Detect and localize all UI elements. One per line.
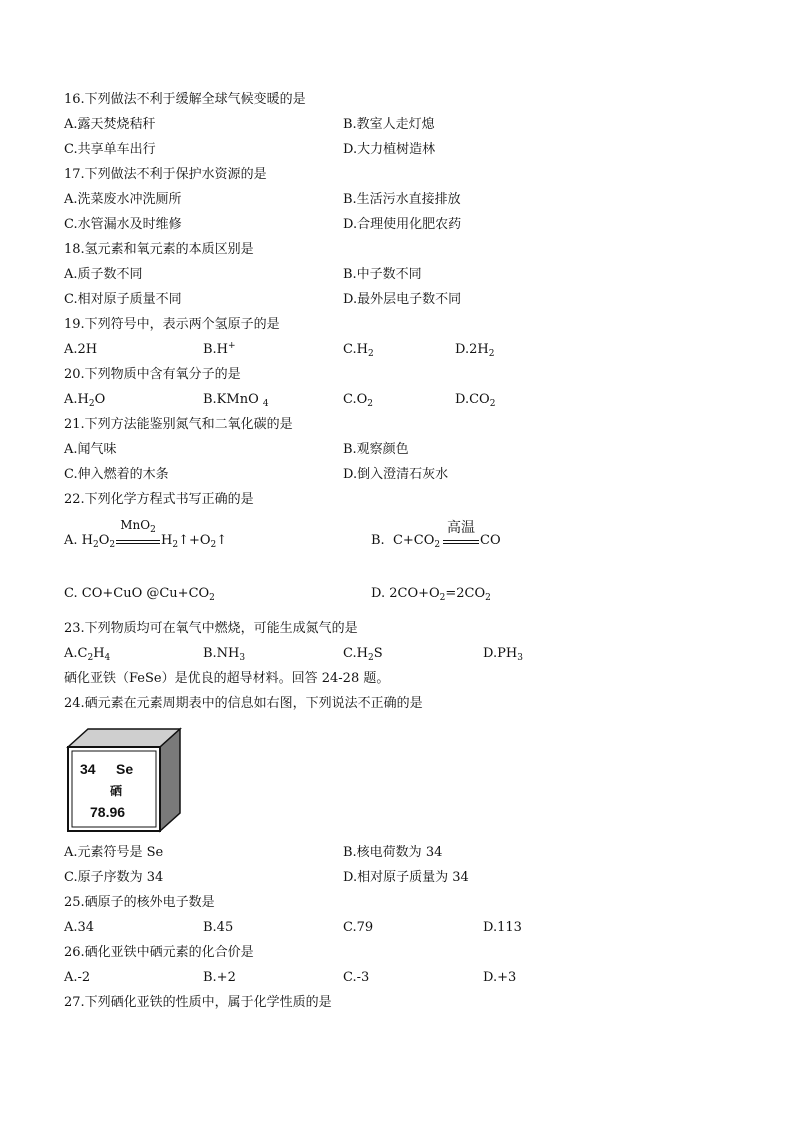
q25-option-c: C.79: [343, 920, 374, 935]
q23-option-b: $B.NH_3$: [203, 646, 246, 663]
q22-option-a-condition: MnO$_2$: [120, 518, 156, 535]
q16-option-c: C.共享单车出行: [64, 142, 156, 157]
q24-option-d: D.相对原子质量为 34: [343, 870, 469, 885]
q23-option-d: $D.PH_3$: [483, 646, 523, 663]
q22-option-a-right: $H_2↑+O_2↑$: [161, 533, 228, 550]
q18-option-a: A.质子数不同: [64, 267, 143, 282]
q18-option-b: B.中子数不同: [343, 267, 422, 282]
question-21-stem: 21.下列方法能鉴别氮气和二氧化碳的是: [64, 417, 293, 432]
q22-option-b-left: B. $C+CO_2$: [371, 533, 441, 550]
selenium-element-tile: [66, 727, 182, 835]
q22-option-b-condition: 高温: [447, 520, 475, 536]
question-25-stem: 25.硒原子的核外电子数是: [64, 895, 215, 910]
question-17-stem: 17.下列做法不利于保护水资源的是: [64, 167, 267, 182]
q16-option-d: D.大力植树造林: [343, 142, 436, 157]
q24-option-a: A.元素符号是 Se: [64, 845, 164, 860]
q17-option-a: A.洗菜废水冲洗厕所: [64, 192, 182, 207]
q25-option-d: D.113: [483, 920, 522, 935]
q25-option-a: A.34: [64, 920, 95, 935]
q22-option-b-equals: [443, 540, 479, 544]
q23-option-c: $C.H_2S$: [343, 646, 383, 663]
passage-intro: 硒化亚铁（FeSe）是优良的超导材料。回答 24-28 题。: [64, 671, 390, 686]
q22-option-b-right: CO: [480, 533, 501, 548]
q24-option-c: C.原子序数为 34: [64, 870, 164, 885]
question-26-stem: 26.硒化亚铁中硒元素的化合价是: [64, 945, 254, 960]
q25-option-b: B.45: [203, 920, 234, 935]
question-24-stem: 24.硒元素在元素周期表中的信息如右图，下列说法不正确的是: [64, 696, 423, 711]
q21-option-b: B.观察颜色: [343, 442, 409, 457]
question-23-stem: 23.下列物质均可在氧气中燃烧，可能生成氮气的是: [64, 621, 358, 636]
q19-option-d: $D.2H_2$: [455, 342, 495, 359]
q24-option-b: B.核电荷数为 34: [343, 845, 443, 860]
q21-option-d: D.倒入澄清石灰水: [343, 467, 449, 482]
q18-option-c: C.相对原子质量不同: [64, 292, 182, 307]
question-22-stem: 22.下列化学方程式书写正确的是: [64, 492, 254, 507]
q20-option-c: $C.O_2$: [343, 392, 374, 409]
element-symbol: Se: [116, 761, 134, 777]
q26-option-a: A.-2: [64, 970, 91, 985]
element-name: 硒: [110, 784, 123, 798]
element-atomic-number: 34: [80, 761, 96, 777]
q19-option-b: B.H+: [203, 341, 236, 357]
q22-option-c: C. CO+CuO $@Cu+CO_2$: [64, 586, 215, 603]
q20-option-a: $A.H_2O$: [64, 392, 106, 409]
q22-option-a-equals: [116, 540, 160, 544]
question-16-stem: 16.下列做法不利于缓解全球气候变暖的是: [64, 92, 306, 107]
q26-option-b: B.+2: [203, 970, 236, 985]
q18-option-d: D.最外层电子数不同: [343, 292, 462, 307]
question-19-stem: 19.下列符号中，表示两个氢原子的是: [64, 317, 280, 332]
q20-option-d: $D.CO_2$: [455, 392, 496, 409]
q21-option-a: A.闻气味: [64, 442, 117, 457]
q22-option-a-left: A. $H_2O_2$: [64, 533, 116, 550]
q21-option-c: C.伸入燃着的木条: [64, 467, 169, 482]
q19-option-a: A.2H: [64, 342, 98, 357]
question-18-stem: 18.氢元素和氧元素的本质区别是: [64, 242, 254, 257]
q22-option-d: D. $2CO+O_2=2CO_2$: [371, 586, 491, 603]
q26-option-c: C.-3: [343, 970, 370, 985]
question-20-stem: 20.下列物质中含有氧分子的是: [64, 367, 241, 382]
q17-option-d: D.合理使用化肥农药: [343, 217, 462, 232]
q17-option-b: B.生活污水直接排放: [343, 192, 461, 207]
q20-option-b: B.KMnO $_4$: [203, 392, 269, 409]
q16-option-a: A.露天焚烧秸秆: [64, 117, 156, 132]
q26-option-d: D.+3: [483, 970, 517, 985]
element-atomic-mass: 78.96: [90, 804, 126, 820]
q16-option-b: B.教室人走灯熄: [343, 117, 435, 132]
question-27-stem: 27.下列硒化亚铁的性质中，属于化学性质的是: [64, 995, 332, 1010]
q23-option-a: $A.C_2H_4$: [64, 646, 111, 663]
q19-option-c: $C.H_2$: [343, 342, 374, 359]
q17-option-c: C.水管漏水及时维修: [64, 217, 182, 232]
